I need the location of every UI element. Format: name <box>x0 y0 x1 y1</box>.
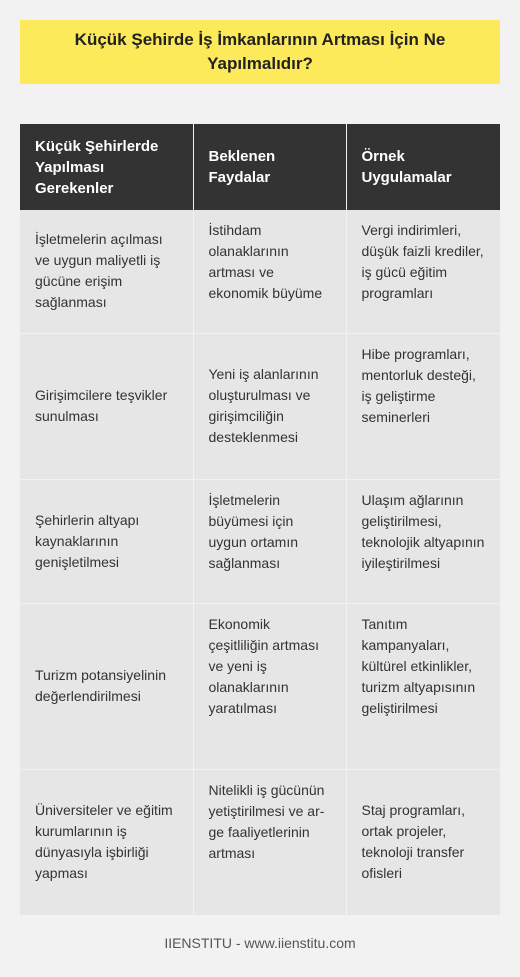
table-row <box>20 769 500 915</box>
table-cell: Staj programları, ortak projeler, teknoloji transfer ofisleri <box>346 769 500 915</box>
table-cell: Vergi indirimleri, düşük faizli krediler, iş gücü eğitim programları <box>346 210 500 333</box>
column-header: Beklenen Faydalar <box>193 124 346 210</box>
table-header-row <box>20 124 500 210</box>
title-banner <box>20 20 500 84</box>
table-cell: Girişimcilere teşvikler sunulması <box>20 333 193 479</box>
footer-credit: IIENSTITU - www.iienstitu.com <box>164 935 356 951</box>
info-table <box>20 124 500 916</box>
table-cell: Tanıtım kampanyaları, kültürel etkinlikler, turizm altyapısının geliştirilmesi <box>346 603 500 769</box>
page-title: Küçük Şehirde İş İmkanlarının Artması İçin Ne Yapılmalıdır? <box>74 30 446 73</box>
table-row <box>20 479 500 603</box>
table-cell: Şehirlerin altyapı kaynaklarının genişletilmesi <box>20 479 193 603</box>
table-cell: Ekonomik çeşitliliğin artması ve yeni iş olanaklarının yaratılması <box>193 603 346 769</box>
table-row <box>20 603 500 769</box>
table-cell: Yeni iş alanlarının oluşturulması ve girişimciliğin desteklenmesi <box>193 333 346 479</box>
table-cell: İşletmelerin açılması ve uygun maliyetli iş gücüne erişim sağlanması <box>20 210 193 333</box>
table-cell: Turizm potansiyelinin değerlendirilmesi <box>20 603 193 769</box>
column-header: Örnek Uygulamalar <box>346 124 500 210</box>
table-cell: Hibe programları, mentorluk desteği, iş geliştirme seminerleri <box>346 333 500 479</box>
table-row <box>20 210 500 333</box>
table-cell: Ulaşım ağlarının geliştirilmesi, teknolojik altyapının iyileştirilmesi <box>346 479 500 603</box>
table-cell: Nitelikli iş gücünün yetiştirilmesi ve ar-ge faaliyetlerinin artması <box>193 769 346 915</box>
table-cell: İstihdam olanaklarının artması ve ekonomik büyüme <box>193 210 346 333</box>
table-row <box>20 333 500 479</box>
column-header: Küçük Şehirlerde Yapılması Gerekenler <box>20 124 193 210</box>
table-cell: Üniversiteler ve eğitim kurumlarının iş dünyasıyla işbirliği yapması <box>20 769 193 915</box>
table-cell: İşletmelerin büyümesi için uygun ortamın sağlanması <box>193 479 346 603</box>
